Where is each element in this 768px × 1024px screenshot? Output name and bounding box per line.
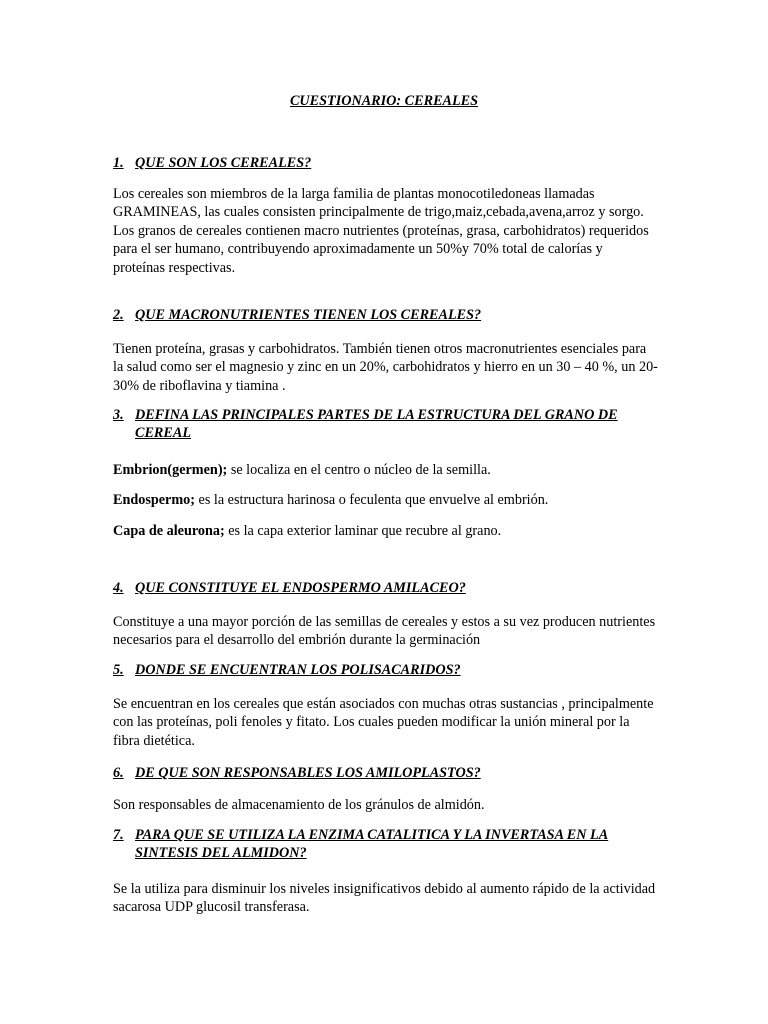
part-definition: se localiza en el centro o núcleo de la semilla. — [227, 462, 491, 478]
document-title: CUESTIONARIO: CEREALES — [289, 93, 479, 109]
question-number: 3. — [113, 407, 124, 423]
question-6-heading — [113, 764, 658, 782]
question-text: QUE SON LOS CEREALES? — [135, 155, 312, 171]
answer-4: Constituye a una mayor porción de las semillas de cereales y estos a su vez producen nutrientes necesarios para el desarrollo del embrión durante la germinación — [113, 614, 656, 649]
question-text: PARA QUE SE UTILIZA LA ENZIMA CATALITICA Y LA INVERTASA EN LA SINTESIS DEL ALMIDON? — [135, 827, 609, 862]
answer-7: Se la utiliza para disminuir los niveles insignificativos debido al aumento rápido de la actividad sacarosa UDP glucosil transferasa. — [113, 881, 656, 916]
part-aleurona — [113, 522, 658, 540]
answer-1: Los cereales son miembros de la larga familia de plantas monocotiledoneas llamadas GRAMINEAS, las cuales consisten principalmente de trigo,maiz,cebada,avena,arroz y sorgo. Los granos de cereales contienen macro nutrientes (proteínas, grasa, carbohidratos) requeridos para el ser humano, contribuyendo aproximadamente un 50%y 70% total de calorías y proteínas respectivas. — [113, 186, 649, 276]
question-text: QUE MACRONUTRIENTES TIENEN LOS CEREALES? — [135, 307, 482, 323]
question-text: QUE CONSTITUYE EL ENDOSPERMO AMILACEO? — [135, 580, 466, 596]
part-definition: es la capa exterior laminar que recubre al grano. — [224, 523, 502, 539]
part-term: Capa de aleurona; — [113, 523, 225, 539]
question-number: 1. — [113, 155, 124, 171]
question-7-heading — [113, 826, 658, 863]
question-number: 2. — [113, 307, 124, 323]
part-term: Endospermo; — [113, 492, 195, 508]
question-text: DONDE SE ENCUENTRAN LOS POLISACARIDOS? — [135, 662, 461, 678]
question-3-heading — [113, 406, 658, 443]
part-definition: es la estructura harinosa o feculenta que envuelve al embrión. — [194, 492, 549, 508]
question-text: DEFINA LAS PRINCIPALES PARTES DE LA ESTRUCTURA DEL GRANO DE CEREAL — [135, 407, 618, 442]
part-embrion — [113, 461, 658, 479]
question-number: 5. — [113, 662, 124, 678]
question-1-heading — [113, 154, 658, 172]
part-term: Embrion(germen); — [113, 462, 228, 478]
question-number: 7. — [113, 827, 124, 843]
question-number: 4. — [113, 580, 124, 596]
question-4-heading — [113, 579, 658, 597]
part-endospermo — [113, 491, 658, 509]
question-5-heading — [113, 661, 658, 679]
answer-2: Tienen proteína, grasas y carbohidratos. También tienen otros macronutrientes esenciales para la salud como ser el magnesio y zinc en un 20%, carbohidratos y hierro en un 30 – 40 %, un 20-30% de riboflavina y tiamina . — [113, 341, 658, 394]
question-number: 6. — [113, 765, 124, 781]
answer-6: Son responsables de almacenamiento de los gránulos de almidón. — [113, 797, 485, 813]
question-2-heading — [113, 306, 658, 324]
question-text: DE QUE SON RESPONSABLES LOS AMILOPLASTOS? — [135, 765, 481, 781]
answer-5: Se encuentran en los cereales que están asociados con muchas otras sustancias , principalmente con las proteínas, poli fenoles y fitato. Los cuales pueden modificar la unión mineral por la fibra dietética. — [113, 696, 654, 749]
